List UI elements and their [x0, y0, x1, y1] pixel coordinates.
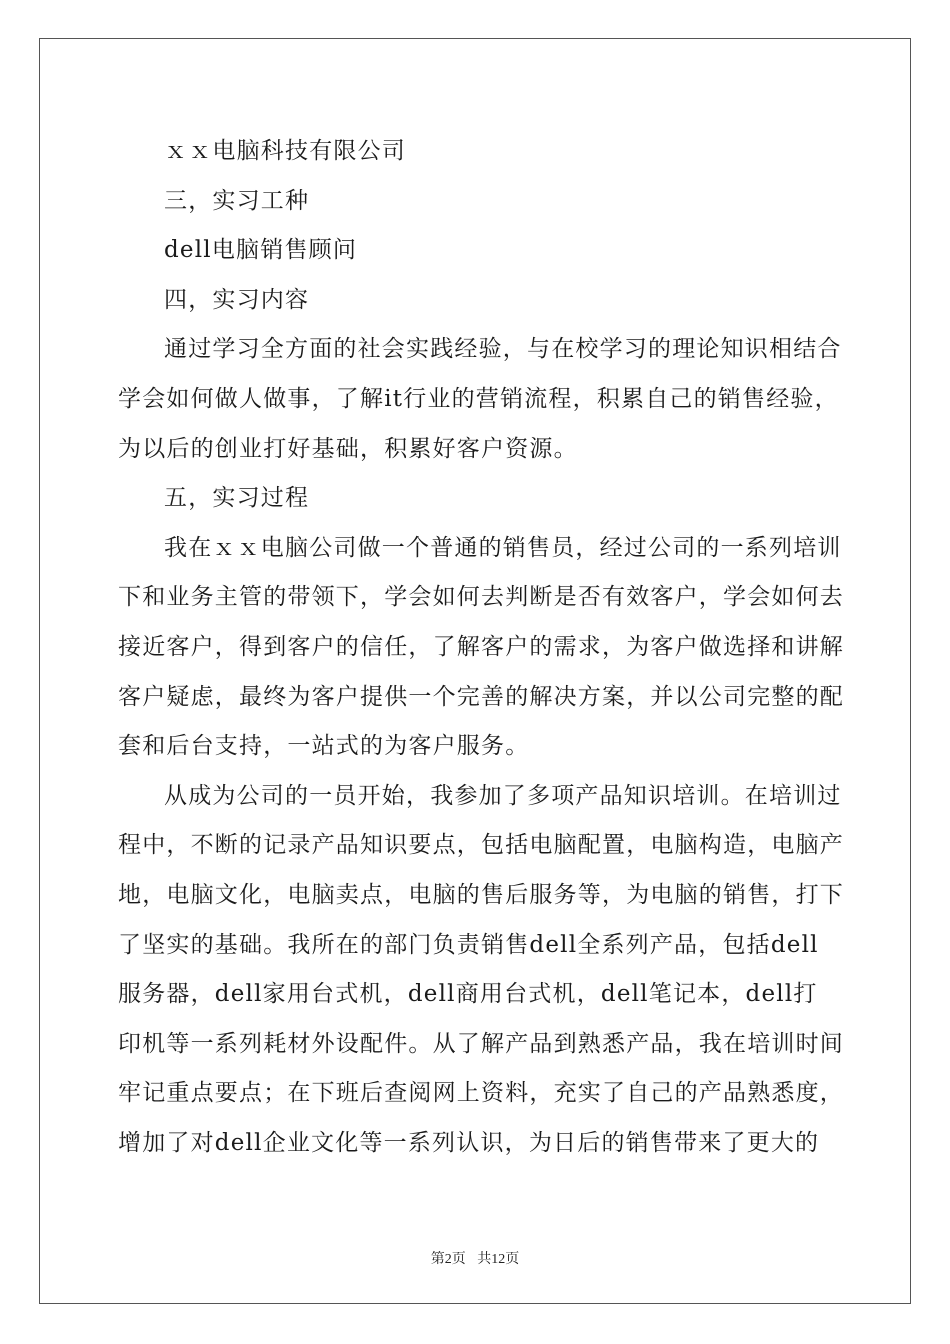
- text-line: ｘｘ电脑科技有限公司: [164, 138, 406, 164]
- text-line: dell电脑销售顾问: [164, 237, 358, 264]
- paragraph-line: 从成为公司的一员开始，我参加了多项产品知识培训。在培训过: [164, 782, 842, 809]
- paragraph-line: 了坚实的基础。我所在的部门负责销售dell全系列产品，包括dell: [118, 931, 819, 958]
- paragraph-line: 下和业务主管的带领下，学会如何去判断是否有效客户，学会如何去: [118, 584, 844, 611]
- paragraph-line: 增加了对dell企业文化等一系列认识，为日后的销售带来了更大的: [118, 1129, 820, 1156]
- section-heading: 三，实习工种: [164, 187, 310, 214]
- paragraph-line: 接近客户，得到客户的信任，了解客户的需求，为客户做选择和讲解: [118, 633, 844, 660]
- page-number: 第2页: [430, 1252, 466, 1267]
- paragraph-line: 我在ｘｘ电脑公司做一个普通的销售员，经过公司的一系列培训: [164, 534, 842, 561]
- paragraph-line: 牢记重点要点；在下班后查阅网上资料，充实了自己的产品熟悉度，: [118, 1080, 844, 1107]
- document-body: [118, 127, 844, 1168]
- paragraph-line: 学会如何做人做事，了解it行业的营销流程，积累自己的销售经验，: [118, 385, 839, 412]
- paragraph-line: 套和后台支持，一站式的为客户服务。: [118, 733, 530, 760]
- paragraph-line: 印机等一系列耗材外设配件。从了解产品到熟悉产品，我在培训时间: [118, 1030, 844, 1057]
- paragraph-line: 为以后的创业打好基础，积累好客户资源。: [118, 435, 578, 462]
- page-total: 共12页: [477, 1252, 520, 1267]
- page-footer: [0, 1248, 950, 1268]
- paragraph-line: 服务器，dell家用台式机，dell商用台式机，dell笔记本，dell打: [118, 981, 818, 1008]
- section-heading: 四，实习内容: [164, 286, 310, 313]
- section-heading: 五，实习过程: [164, 485, 310, 512]
- paragraph-line: 通过学习全方面的社会实践经验，与在校学习的理论知识相结合: [164, 336, 842, 363]
- paragraph-line: 程中，不断的记录产品知识要点，包括电脑配置，电脑构造，电脑产: [118, 832, 844, 859]
- paragraph-line: 地，电脑文化，电脑卖点，电脑的售后服务等，为电脑的销售，打下: [118, 881, 844, 908]
- paragraph-line: 客户疑虑，最终为客户提供一个完善的解决方案，并以公司完整的配: [118, 683, 844, 710]
